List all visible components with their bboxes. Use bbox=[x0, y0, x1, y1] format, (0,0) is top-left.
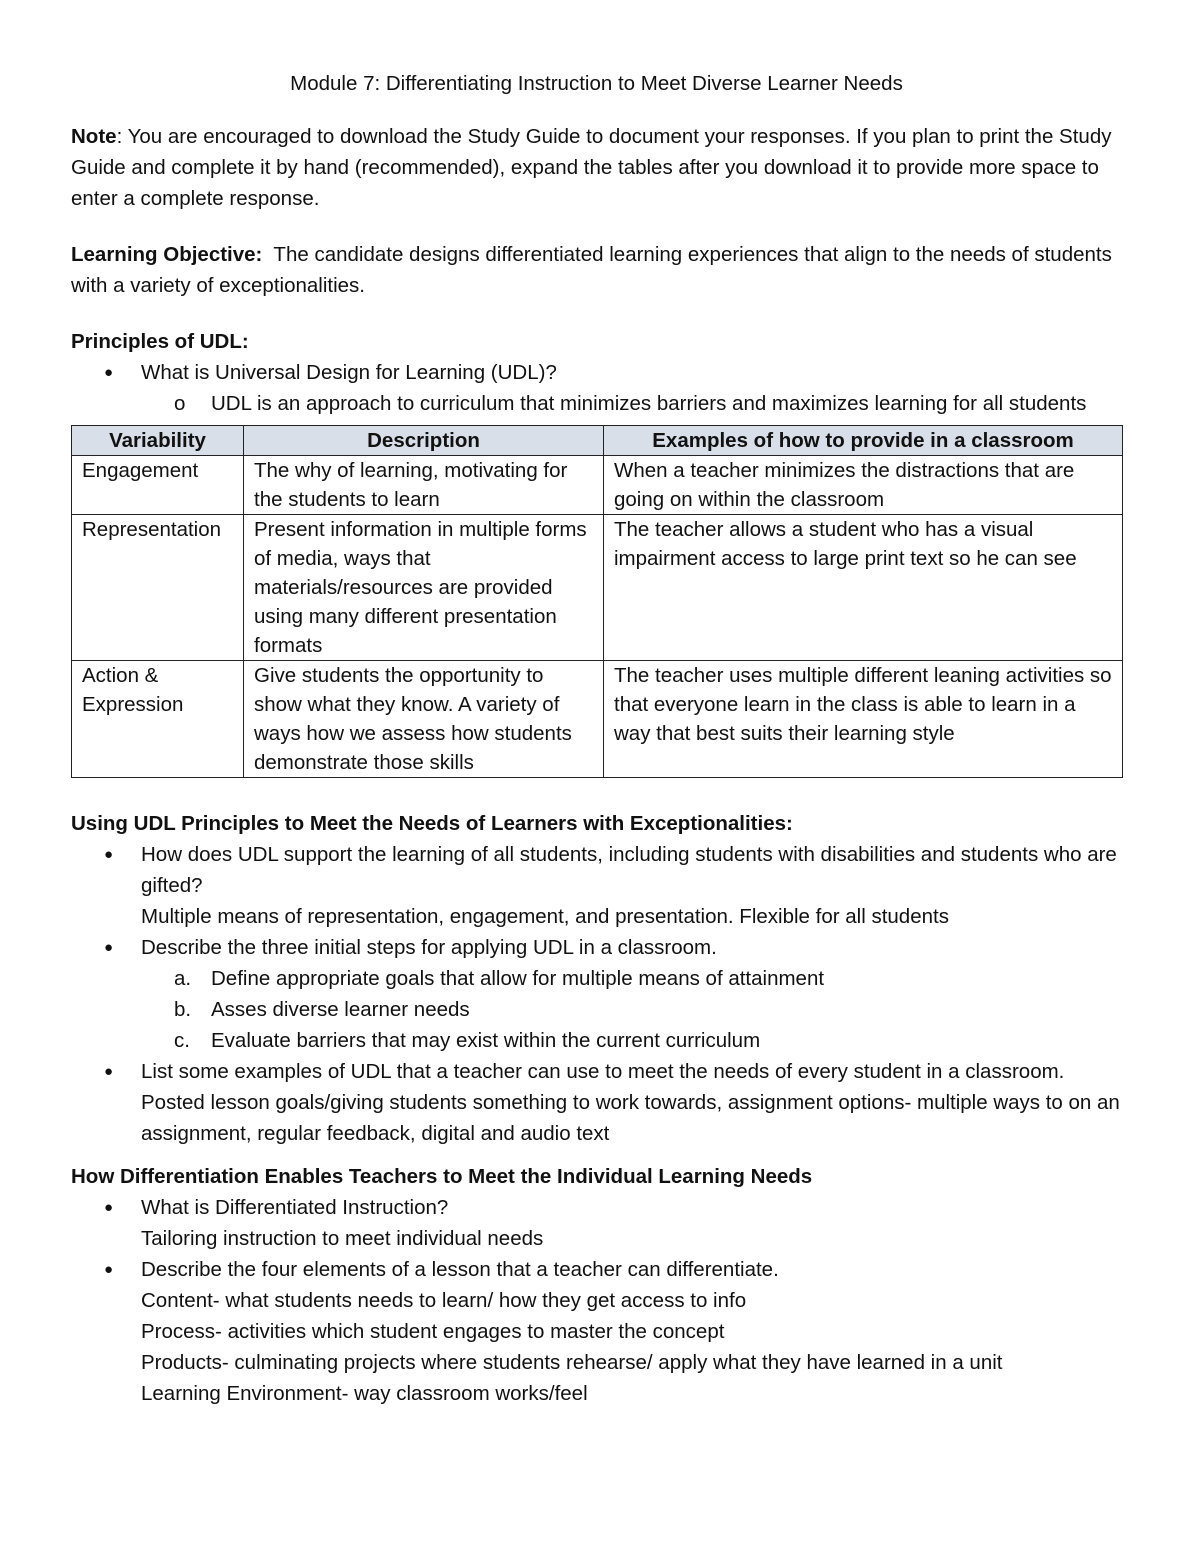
note-label: Note bbox=[71, 125, 117, 148]
table-cell: Engagement bbox=[72, 456, 244, 515]
answer-text: Multiple means of representation, engagement, and presentation. Flexible for all students bbox=[141, 905, 949, 928]
question-text: Describe the three initial steps for applying UDL in a classroom. bbox=[141, 936, 717, 959]
question-text: Describe the four elements of a lesson that a teacher can differentiate. bbox=[141, 1258, 779, 1281]
sub-list-item bbox=[71, 1025, 1122, 1056]
page-title: Module 7: Differentiating Instruction to Meet Diverse Learner Needs bbox=[290, 72, 903, 95]
sub-list-item bbox=[71, 963, 1122, 994]
table-row bbox=[72, 456, 1123, 515]
udl-question: What is Universal Design for Learning (UDL)? bbox=[141, 361, 557, 384]
table-header-row bbox=[72, 426, 1123, 456]
bullet-icon: ● bbox=[104, 1063, 114, 1080]
table-cell: Representation bbox=[72, 515, 244, 661]
step-text: Define appropriate goals that allow for multiple means of attainment bbox=[211, 967, 825, 990]
list-item bbox=[71, 1192, 1122, 1254]
circle-bullet-icon: o bbox=[174, 392, 186, 415]
column-header: Description bbox=[244, 426, 604, 456]
list-item bbox=[71, 1254, 1122, 1409]
bullet-icon: ● bbox=[104, 939, 114, 956]
step-text: Asses diverse learner needs bbox=[211, 998, 470, 1021]
table-cell: When a teacher minimizes the distractions that are going on within the classroom bbox=[604, 456, 1123, 515]
section-heading: Using UDL Principles to Meet the Needs of Learners with Exceptionalities: bbox=[71, 812, 793, 835]
list-item bbox=[71, 932, 1122, 1056]
table-cell: The teacher uses multiple different leaning activities so that everyone learn in the class is able to learn in a way that best suits their learning style bbox=[604, 661, 1123, 778]
udl-needs-section bbox=[71, 808, 1122, 1149]
answer-line: Content- what students needs to learn/ how they get access to info bbox=[141, 1289, 747, 1312]
answer-line: Products- culminating projects where students rehearse/ apply what they have learned in a unit bbox=[141, 1351, 1003, 1374]
list-marker: b. bbox=[174, 998, 192, 1021]
udl-heading: Principles of UDL: bbox=[71, 330, 249, 353]
list-item bbox=[71, 839, 1122, 932]
step-text: Evaluate barriers that may exist within the current curriculum bbox=[211, 1029, 761, 1052]
udl-table bbox=[71, 425, 1123, 778]
bullet-icon: ● bbox=[104, 364, 114, 381]
note-paragraph bbox=[71, 121, 1122, 214]
list-item bbox=[71, 357, 1122, 419]
bullet-icon: ● bbox=[104, 1199, 114, 1216]
answer-line: Process- activities which student engages to master the concept bbox=[141, 1320, 725, 1343]
objective-text: The candidate designs differentiated learning experiences that align to the needs of students with a variety of exceptionalities. bbox=[71, 243, 1112, 297]
udl-section bbox=[71, 326, 1122, 419]
answer-text: Posted lesson goals/giving students something to work towards, assignment options- multiple ways to on an assignment, regular feedback, digital and audio text bbox=[141, 1091, 1120, 1145]
question-text: List some examples of UDL that a teacher can use to meet the needs of every student in a classroom. bbox=[141, 1060, 1065, 1083]
list-marker: c. bbox=[174, 1029, 190, 1052]
sub-list-item bbox=[71, 388, 1122, 419]
table-cell: Give students the opportunity to show what they know. A variety of ways how we assess how students demonstrate those skills bbox=[244, 661, 604, 778]
table-cell: Action & Expression bbox=[72, 661, 244, 778]
table-row bbox=[72, 661, 1123, 778]
question-text: How does UDL support the learning of all students, including students with disabilities and students who are gifted? bbox=[141, 843, 1117, 897]
objective-paragraph bbox=[71, 239, 1122, 301]
differentiation-section bbox=[71, 1161, 1122, 1409]
section-heading: How Differentiation Enables Teachers to Meet the Individual Learning Needs bbox=[71, 1165, 813, 1188]
table-row bbox=[72, 515, 1123, 661]
udl-answer: UDL is an approach to curriculum that minimizes barriers and maximizes learning for all students bbox=[211, 392, 1087, 415]
table-cell: The why of learning, motivating for the students to learn bbox=[244, 456, 604, 515]
table-cell: The teacher allows a student who has a visual impairment access to large print text so he can see bbox=[604, 515, 1123, 661]
list-item bbox=[71, 1056, 1122, 1149]
sub-list-item bbox=[71, 994, 1122, 1025]
table-cell: Present information in multiple forms of media, ways that materials/resources are provided using many different presentation formats bbox=[244, 515, 604, 661]
bullet-icon: ● bbox=[104, 846, 114, 863]
answer-text: Tailoring instruction to meet individual needs bbox=[141, 1227, 544, 1250]
note-text: : You are encouraged to download the Study Guide to document your responses. If you plan to print the Study Guide and complete it by hand (recommended), expand the tables after you download it to provide more space to enter a complete response. bbox=[71, 125, 1112, 210]
objective-label: Learning Objective: bbox=[71, 243, 263, 266]
question-text: What is Differentiated Instruction? bbox=[141, 1196, 449, 1219]
answer-line: Learning Environment- way classroom works/feel bbox=[141, 1382, 588, 1405]
column-header: Variability bbox=[72, 426, 244, 456]
list-marker: a. bbox=[174, 967, 192, 990]
bullet-icon: ● bbox=[104, 1261, 114, 1278]
column-header: Examples of how to provide in a classroom bbox=[604, 426, 1123, 456]
